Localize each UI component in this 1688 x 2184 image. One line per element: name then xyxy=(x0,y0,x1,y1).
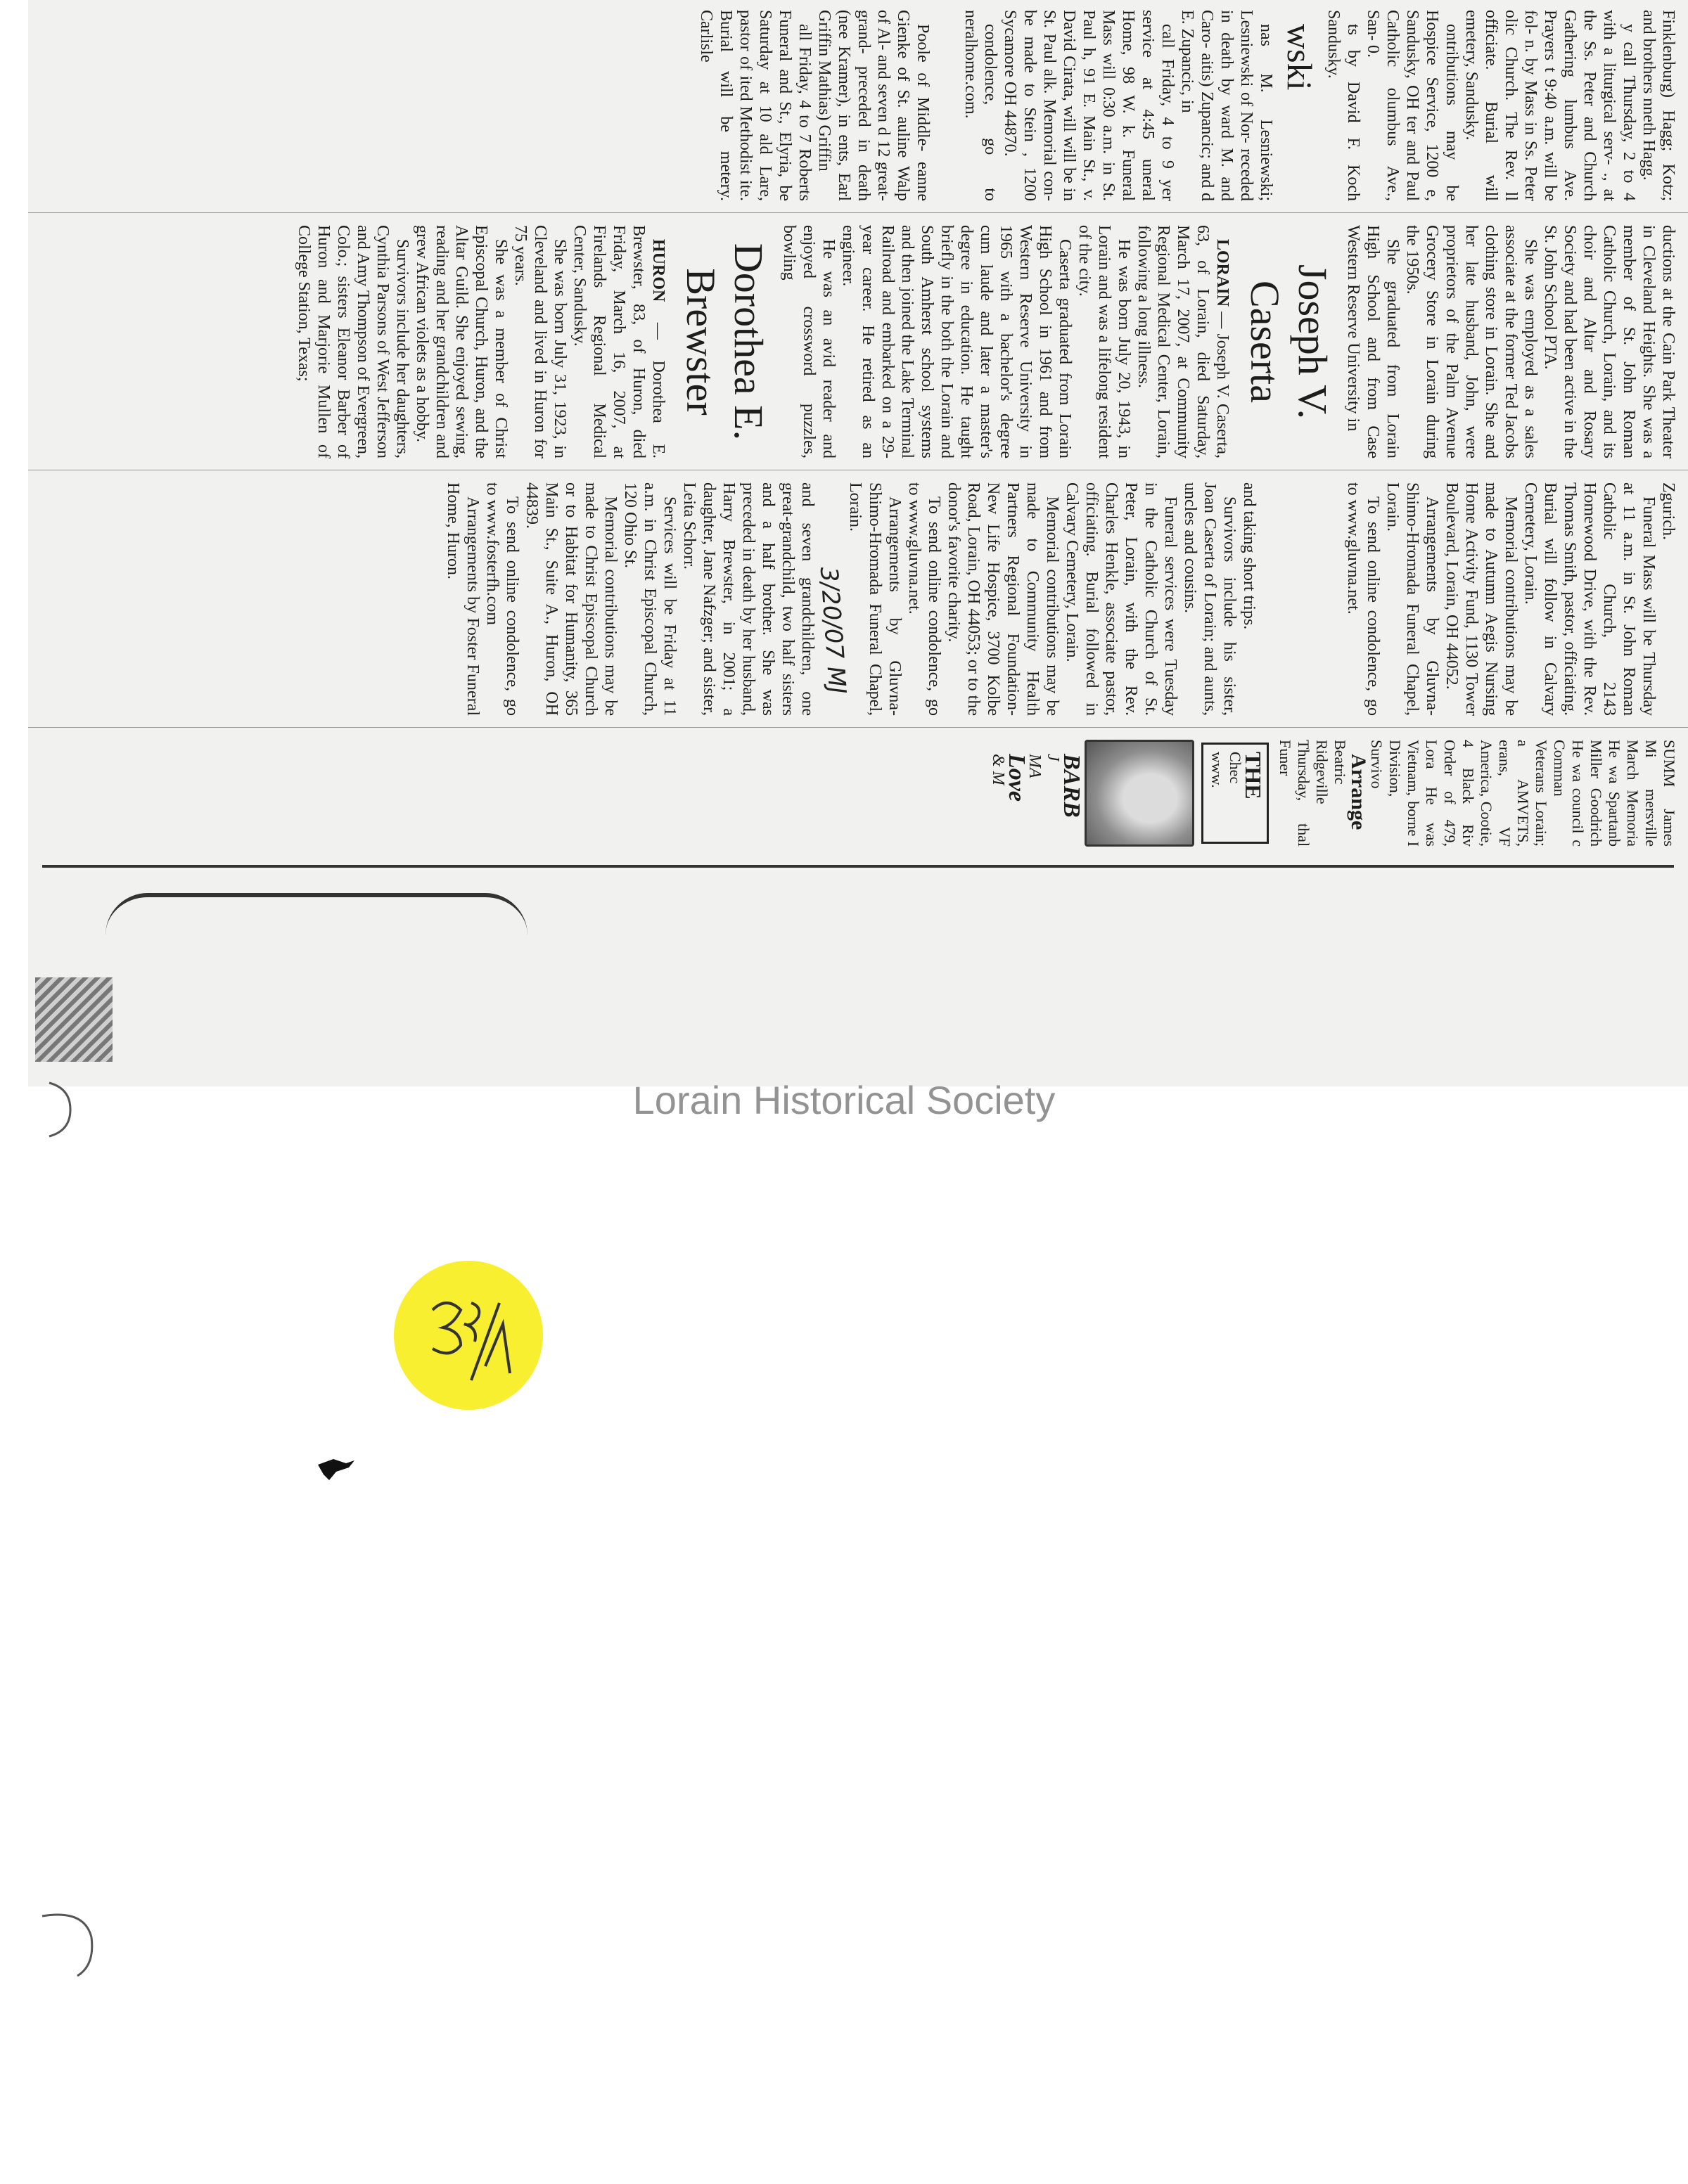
box-line: www. xyxy=(1208,752,1226,788)
handwritten-date-note: 3/20/07 MJ xyxy=(814,565,852,695)
caserta-cont-text: To send online condolence, go to www.gluvna.net. xyxy=(905,482,943,716)
yellow-sticker xyxy=(394,1261,543,1410)
memorial-ad-loved: Love xyxy=(1004,754,1030,802)
caserta-dateline: LORAIN xyxy=(1213,239,1232,307)
brewster-text: She was a member of Christ Episcopal Church, Huron, and the Altar Guild. She enjoyed sewing, reading and her grandchildren and grew African violets as a hobby. xyxy=(413,225,510,458)
arrangements-text: Beatric Ridgeville Thursday, thal Funer xyxy=(1277,740,1349,847)
col3-text: Funeral Mass will be Thursday at 11 a.m. in St. John Roman Catholic Church, 2143 Homewood Drive, with the Rev. Thomas Smith, pastor, officiating. Burial will follow in Calvary Cemetery, Lorain. xyxy=(1521,482,1658,716)
col3-text: Memorial contributions may be made to Autumn Aegis Nursing Home Activity Fund, 1130 Tower Boulevard, Lorain, OH 44052. xyxy=(1443,482,1520,716)
caserta-text: He was born July 20, 1943, in Lorain and was a lifelong resident of the city. xyxy=(1075,225,1133,458)
brewster-headline: Dorothea E. Brewster xyxy=(678,243,772,441)
memorial-ad-line: & M xyxy=(989,754,1007,785)
col1-text: Poole of Middle- eanne Gienke of St. auline Walp of Al- and seven d 12 great-grand- preceded in death (nee Kramer), in ents, Earl Griffin Mathias) Griffin xyxy=(815,10,932,201)
caserta-text: Caserta graduated from Lorain High School in 1961 and from Western Reserve University in 1965 with a bachelor's degree cum laude and later a master's degree in education. He taught briefly in the both the Lorain and South Amherst school systems and then joined the Lake Terminal Railroad and embarked on a 29-year career. He retired as an engineer. xyxy=(839,225,1074,458)
col3-text: To send online condolence, go to www.gluvna.net. xyxy=(1344,482,1382,716)
memorial-ad-name: BARB xyxy=(1059,754,1085,818)
col1-text: y call Thursday, 2 to 4 with a liturgical serv- ., at the Ss. Peter and Church Gathering lumbus Ave. Prayers t 9:40 a.m. will be fol- n. by Mass in Ss. Peter olic Church. The Rev. ll officiate. Burial will emetery, Sandusky. xyxy=(1462,10,1638,201)
handwritten-sticker-mark xyxy=(394,1261,543,1410)
col2-text: She was employed as a sales associate at the former Ted Jacobs clothing store in Lorain. She and her late husband, John, were proprietors of the Palm Avenue Grocery Store in Lorain during the 1950s. xyxy=(1403,225,1540,458)
col1-text: all Friday, 4 to 7 Roberts Funeral and St., Elyria, be Saturday at 10 ald Lare, pastor of ited Methodist ite. Burial will be metery. Carlisle xyxy=(697,10,814,201)
brewster-cont-text: Arrangements by Foster Funeral Home, Huron. xyxy=(444,482,482,716)
arrangements-heading: Arrange xyxy=(1347,754,1370,830)
caserta-headline: Joseph V. Caserta xyxy=(1242,264,1336,420)
brewster-cont-text: To send online condolence, go to www.fosterfh.com xyxy=(483,482,521,716)
box-title: THE xyxy=(1241,752,1266,799)
watermark-text: Lorain Historical Society xyxy=(632,1078,1056,1122)
ink-blot xyxy=(318,1459,354,1480)
col4-text: SUMM James Mi mersville March Memoria He wa Spartanb Miller Goodrich He wa council c Comman Veterans Lorain; a AMVETS, erans, VF America, Cootie, 4 Black Riv Order of 479, Lora He was Vietnam, borne I Division, Survivo xyxy=(1368,740,1678,847)
brewster-text: — Dorothea E. Brewster, 83, of Huron, died Friday, March 16, 2007, at Firelands Regional Medical Center, Sandusky. xyxy=(570,225,667,458)
brewster-text: Survivors include her daughters, Cynthia Parsons of West Jefferson and Amy Thompson of Evergreen, Colo.; sisters Eleanor Barber of Huron and Marjorie Mullen of College Station, Texas; xyxy=(295,225,411,458)
box-line: Chec xyxy=(1227,752,1244,784)
caserta-cont-text: and taking short trips. xyxy=(1240,482,1258,630)
caserta-text: — Joseph V. Caserta, 63, of Lorain, died Saturday, March 17, 2007, at Community Regional Medical Center, Lorain, following a long illness. xyxy=(1134,225,1232,458)
caserta-cont-text: Survivors include his sister, Joan Caserta of Lorain; and aunts, uncles and cousins. xyxy=(1181,482,1239,716)
col3-text: Zgurich. xyxy=(1659,482,1677,540)
caserta-cont-text: Funeral services were Tuesday in the Catholic Church of St. Peter, Lorain, with the Rev. Charles Henkle, associate pastor, officiating. Burial followed in Calvary Cemetery, Lorain. xyxy=(1063,482,1179,716)
memorial-ad-line: MA xyxy=(1025,754,1044,778)
col1-text: nas M. Lesniewski; Lesniewski of Nor- receded in death by ward M. and Caro- aitis) Zupancic; and d E. Zupancic, in xyxy=(1178,10,1275,201)
memorial-ad-line: J xyxy=(1044,754,1062,762)
caserta-text: He was an avid reader and enjoyed crossword puzzles, bowling xyxy=(780,225,838,458)
caserta-cont-text: Arrangements by Gluvna-Shimo-Hromada Funeral Chapel, Lorain. xyxy=(846,482,904,716)
col1-text: ts by David F. Koch Sandusky. xyxy=(1324,10,1362,201)
brewster-cont-text: and seven grandchildren, one great-grandchild, two half sisters and a half brother. She was preceded in death by her husband, Harry Brewster, in 2001; a daughter, Jane Nafzger; and sister, Leita Schorr. xyxy=(680,482,817,716)
caserta-cont-text: Memorial contributions may be made to Community Health Partners Regional Foundation-New Life Hospice, 3700 Kolbe Road, Lorain, OH 44053; or to the donor's favorite charity. xyxy=(945,482,1061,716)
brewster-text: She was born July 31, 1923, in Cleveland and lived in Huron for 75 years. xyxy=(511,225,569,458)
brewster-cont-text: Services will be Friday at 11 a.m. in Christ Episcopal Church, 120 Ohio St. xyxy=(621,482,679,716)
col2-text: ductions at the Cain Park Theater in Cleveland Heights. She was a member of St. John Roman Catholic Church, Lorain, and its choir and Altar and Rosary Society and had been active in the St. John School PTA. xyxy=(1541,225,1677,458)
col3-text: Arrangements by Gluvna-Shimo-Hromada Funeral Chapel, Lorain. xyxy=(1383,482,1441,716)
col1-text: ontributions may be Hospice Service, 1200 e, Sandusky, OH ter and Paul Catholic olumbus Ave., San- 0. xyxy=(1364,10,1461,201)
brewster-dateline: HURON xyxy=(649,239,667,302)
brewster-cont-text: Memorial contributions may be made to Christ Episcopal Church or to Habitat for Humanity, 365 Main St., Suite A., Huron, OH 44839. xyxy=(523,482,620,716)
punch-hole-mark xyxy=(42,1915,92,1976)
col1-text: condolence, go to neralhome.com. xyxy=(961,10,999,201)
col2-text: She graduated from Lorain High School and from Case Western Reserve University in xyxy=(1344,225,1402,458)
col1-headline-fragment: wski xyxy=(1280,24,1319,91)
col1-text: Finklenburg) Hagg; Kotz; and brothers nneth Hagg. xyxy=(1639,10,1677,201)
col1-text: call Friday, 4 to 9 yer service at 4:45 uneral Home, 98 W. k. Funeral Mass will 0:30 a.m. in St. Paul h, 91 E. Main St., v. David Cirata, will will be in St. Paul alk. Memorial con- be made to Stein , 1200 Sycamore OH 44870. xyxy=(1001,10,1177,201)
